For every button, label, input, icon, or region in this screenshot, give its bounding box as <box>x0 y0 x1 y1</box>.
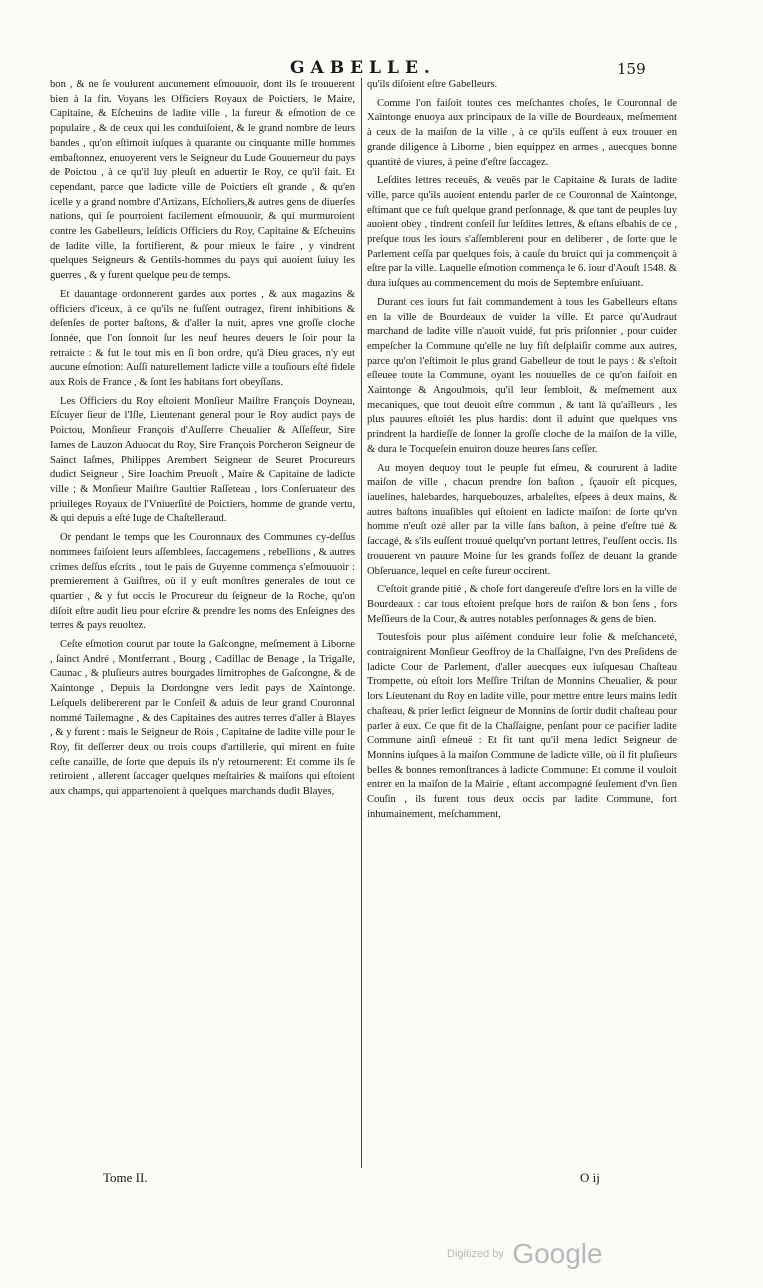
paragraph: C'eſtoit grande pitié , & choſe fort dangereuſe d'eſtre lors en la ville de Bourdeaux : car tous eſtoient preſque hors de raiſon & bon ſens , fors Meſſieurs de la Cour, & autres notables perſonnages & gens de bien. <box>367 584 677 625</box>
left-column <box>50 78 355 1168</box>
paragraph: Leſdites lettres receuës, & veuës par le Capitaine & Iurats de ladite ville, parce qu'ils auoient entendu parler de ce Couronnal de Xaintonge, eſtimant que ce fuſt quelque grand perſonnage, & que tant de peuples luy auoient obey , tindrent conſeil ſur leſdites lettres, & eſtans eſbahis de ce , preſque tous les iours s'aſſemblerent pour en deliberer , de ſorte que le Parlement ceſſa par quelques fois, à cauſe du bruict qui ja commençoit à eſtre par la ville. Laquelle eſmotion commença le 6. iour d'Aouſt 1548. & dura iuſques au commencement du mois de Septembre enſuiuant. <box>367 175 677 290</box>
right-column <box>367 78 677 1168</box>
paragraph: bon , & ne ſe voulurent aucunement eſmouuoir, dont ils ſe trouuerent bien à la fin. Voyans les Officiers Royaux de Poictiers, le Maire, Capitaine, & Eſcheuins de ladite ville , la fureur & eſmotion de ce populaire , & de ceux qui les conduiſoient, & le grand nombre de leurs bandes , qu'on eſtimoit iuſques à quarante ou cinquante mille hommes embaſtonnez, enuoyerent vers le Seigneur du Lude Gouuerneur du pays de Poictou , à ce qu'il luy pleuſt en aduertir le Roy, ce qu'il fait. Et cependant, parce que ladicte ville de Poictiers eſt grande , & qu'en icelle y a grand nombre d'Artizans, Eſcholiers,& autres gens de diuerſes nations, qui ſe pourroient facilement eſmouuoir, & qui murmuroient contre les Gabelleurs, leſdicts Officiers du Roy, Capitaine & Eſcheuins de ladite ville, la fortifierent, & pour mieux le faire , y vindrent quelques Seigneurs & Gentils-hommes du pays qui auoient ſuiuy les guerres , & y furent quelque peu de temps. <box>50 79 355 282</box>
digitized-watermark <box>447 1238 603 1270</box>
paragraph: Les Officiers du Roy eſtoient Monſieur Maiſtre François Doyneau, Eſcuyer ſieur de l'Iſle, Lieutenant general pour le Roy audict pays de Poictou, Monſieur François d'Auſſerre Cheualier & Aſſeſſeur, Sire Iames de Lauzon Aduocat du Roy, Sire François Porcheron Seigneur de Sainct Iaſmes, Philippes Arembert Seigneur de Seuret Procureurs dudict Seigneur , Sire Ioachim Preuoſt , Maire & Capitaine de ladicte ville ; & Monſieur Maiſtre Gaultier Raſſeteau , lors Conſeruateur des priuileges Royaux de l'Vniuerſité de Poictiers, homme de grande vertu, & qui depuis a eſté Iuge de Chaſtelleraud. <box>50 395 355 525</box>
paragraph: Ceſte eſmotion courut par toute la Gaſcongne, meſmement à Liborne , ſainct André , Montferrant , Bourg , Cadillac de Benage , la Trigalle, Caunac , & pluſieurs autres bourgades limitrophes de Gaſcongne, & de Xaintonge , Depuis la Dordongne vers ledit pays de Xaintonge. Leſquels delibererent par le Conſeil & aduis de leur grand Couronnal nommé Tailemagne , & des Capitaines des autres terres d'aller à Blayes , & y furent : mais le Seigneur de Rois , Capitaine de ladite ville pour le Roy, fit deſſerrer deux ou trois coups d'artillerie, qui mirent en fuite ceſte canaille, de ſorte que depuis ils n'y retournerent: Et comme ils ſe retiroient , allerent ſaccager quelques meſtairies & maiſons qui eſtoient aux champs, qui appartenoient à quelques marchands dudit Blayes, <box>50 639 355 798</box>
page-number: 159 <box>617 60 646 78</box>
paragraph: Au moyen dequoy tout le peuple fut eſmeu, & coururent à ladite maiſon de ville , chacun prendre ſon baſton , ſçauoir eſt picques, iauelines, halebardes, harquebouzes, arbaleſtes, eſpees à deux mains, & autres baſtons inuaſibles qui eſtoient en ladicte maiſon: de ſorte qu'vn homme n'euſt ozé aller par la ville ſans baſton, à peine d'eſtre tué & ſaccagé, & s'ils euſſent trouué quelqu'vn portant lettres, l'euſſent occis. Ils trouuerent vn pauure Moine ſur les grands foſſez de deuant la grande Obſeruance, lequel en ceſte fureur occirent. <box>367 462 677 577</box>
signature-mark: O ij <box>580 1170 600 1185</box>
volume-label: Tome II. <box>103 1170 148 1185</box>
running-header: GABELLE. <box>290 58 436 78</box>
watermark-brand: Google <box>512 1238 603 1269</box>
paragraph: Toutesfois pour plus aiſément conduire leur folie & meſchanceté, contraignirent Monſieur Geoffroy de la Chaſſaigne, l'vn des Preſidens de ladicte Cour de Parlement, d'aller auecques eux iuſquesau Chaſteau Trompette, où eſtoit lors Meſſire Triſtan de Monnins Cheualier, & pour lors Lieutenant du Roy en ladite ville, pour mettre entre leurs mains ledit chaſteau, & prier ledict ſeigneur de Monnins de ſortir dudit chaſteau pour parler à eux. Ce que fit de la Chaſſaigne, penſant pour ce pacifier ladite Commune ainſi eſmeuë : Et fit tant qu'il mena ledict Seigneur de Monnins iuſques à la maiſon Commune de ladicte ville, où il fit pluſieurs belles & bonnes remonſtrances à ladicte Commune: Et comme il vouloit entrer en la maiſon de la Mairie , eſtant accompagné ſeulement d'vn ſien Couſin , ils furent tous deux occis par ladite Commune, fort inhumainement, meſchamment, <box>367 632 677 820</box>
paragraph: Durant ces iours fut fait commandement à tous les Gabelleurs eſtans en la ville de Bourdeaux de vuider la ville. Et parce qu'Audraut marchand de ladite ville n'auoit vuidé, fut pris priſonnier , pour cuider empeſcher la Commune qu'elle ne luy fiſt deſplaiſir comme aux autres, parce qu'on l'eſtimoit le plus grand Gabelleur de tout le pays : & s'eſtoit eſleuee toute la Commune, oyant les nouuelles de ce qu'on faiſoit en Xaintonge & Angoulmois, qu'il leur ſembloit, & meſmement aux mecaniques, que tout deuoit eſtre commun , & tant là qu'ailleurs , les plus pauures eſtoiét les plus hardis: dont il aduint que quelques vns prindrent la hardieſſe de ſonner la groſſe cloche de la maiſon de la ville, & dura le Tocqueſein enuiron douze heures ſans ceſſer. <box>367 296 677 455</box>
paragraph: Et dauantage ordonnerent gardes aux portes , & aux magazins & officiers d'iceux, à ce qu'ils ne fuſſent outragez, firent inhibitions & deſenſes de porter baſtons, & d'aller la nuit, apres vne groſſe cloche ſonnée, que l'on ſonnoit ſur les neuf heures deuers le ſoir pour la retraicte : & fut le tout mis en ſi bon ordre, qu'à Dieu graces, n'y eut aucune eſmotion: Auſſi naturellement ladicte ville a touſiours eſté fidele aux Rois de France , & ſont les habitans fort obeyſſans. <box>50 288 355 389</box>
paragraph: Or pendant le temps que les Couronnaux des Communes cy-deſſus nommees faiſoient leurs aſſemblees, ſaccagemens , rebellions , & autres crimes deſſus eſcrits , tout le pais de Guyenne commença s'eſmouuoir : premierement à Guiſtres, où il y euſt monſtres generales de tout ce quartier , & y fut occis le Procureur du ſeigneur de la Roche, qu'on diſoit eſtre audit lieu pour eſcrire & prendre les noms des Enſeignes des terres & pays reuoltez. <box>50 532 355 632</box>
paragraph: Comme l'on faiſoit toutes ces meſchantes choſes, le Couronnal de Xaintonge enuoya aux principaux de la ville de Bourdeaux, meſmement à ceux de la maiſon de la ville , à ce qu'ils euſſent à eux trouuer en grande diligence à Liborne , bien equippez en armes , auecques bonne quantité de viures, à peine d'eſtre ſaccagez. <box>367 97 677 168</box>
column-divider <box>361 78 362 1168</box>
paragraph: qu'ils diſoient eſtre Gabelleurs. <box>367 79 498 90</box>
watermark-prefix: Digitized by <box>447 1248 504 1260</box>
